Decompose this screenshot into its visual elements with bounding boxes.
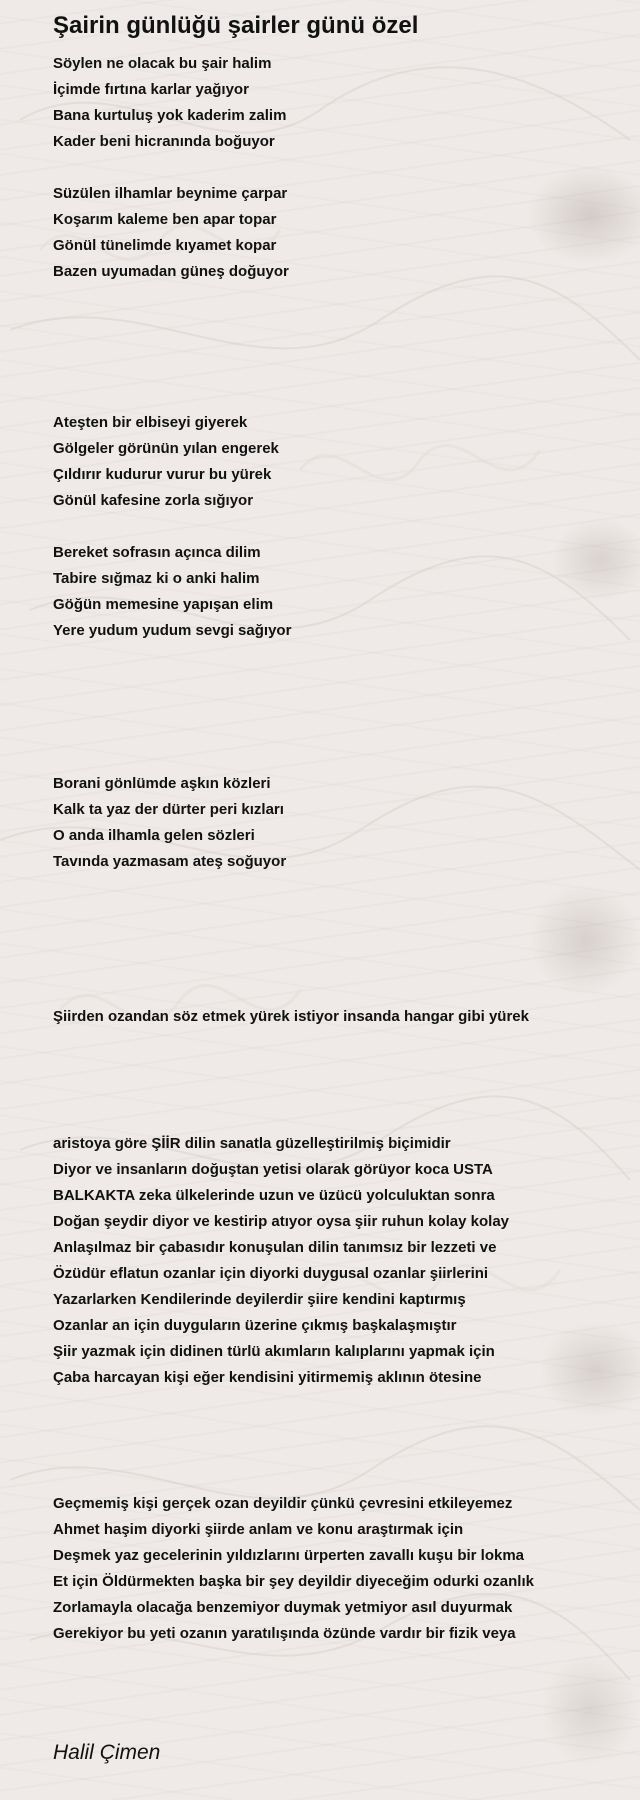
poem-line: Anlaşılmaz bir çabasıdır konuşulan dilin tanımsız bir lezzeti ve [53, 1239, 497, 1256]
poem-line: İçimde fırtına karlar yağıyor [53, 81, 249, 98]
poem-line: Et için Öldürmekten başka bir şey deyildir diyeceğim odurki ozanlık [53, 1573, 534, 1590]
poem-line: Şiir yazmak için didinen türlü akımların kalıplarını yapmak için [53, 1343, 495, 1360]
poem-line: Zorlamayla olacağa benzemiyor duymak yetmiyor asıl duyurmak [53, 1599, 513, 1616]
poem-line: Gölgeler görünün yılan engerek [53, 440, 279, 457]
poem-line: Ateşten bir elbiseyi giyerek [53, 414, 248, 431]
poem-line: Çıldırır kudurur vurur bu yürek [53, 466, 272, 483]
poem-line: Kader beni hicranında boğuyor [53, 133, 275, 150]
poem-line: Bazen uyumadan güneş doğuyor [53, 263, 289, 280]
poem-line: Tabire sığmaz ki o anki halim [53, 570, 260, 587]
poem-line: Geçmemiş kişi gerçek ozan deyildir çünkü çevresini etkileyemez [53, 1495, 513, 1512]
author-name: Halil Çimen [53, 1741, 161, 1764]
poem-line: Çaba harcayan kişi eğer kendisini yitirmemiş aklının ötesine [53, 1369, 482, 1386]
poem-line: aristoya göre ŞİİR dilin sanatla güzelleştirilmiş biçimidir [53, 1135, 451, 1152]
poem-line: Gönül tünelimde kıyamet kopar [53, 237, 277, 254]
poem-line: Kalk ta yaz der dürter peri kızları [53, 801, 284, 818]
poem-line: Deşmek yaz gecelerinin yıldızlarını ürperten zavallı kuşu bir lokma [53, 1547, 525, 1564]
poem-line: Şiirden ozandan söz etmek yürek istiyor insanda hangar gibi yürek [53, 1008, 529, 1025]
poem-line: Özüdür eflatun ozanlar için diyorki duygusal ozanlar şiirlerini [53, 1265, 489, 1282]
poem-line: Gerekiyor bu yeti ozanın yaratılışında özünde vardır bir fizik veya [53, 1625, 516, 1642]
poem-line: Yazarlarken Kendilerinde deyilerdir şiire kendini kaptırmış [53, 1291, 466, 1308]
poem-line: BALKAKTA zeka ülkelerinde uzun ve üzücü yolculuktan sonra [53, 1187, 495, 1204]
poem-line: Bereket sofrasın açınca dilim [53, 544, 261, 561]
poem-line: Söylen ne olacak bu şair halim [53, 55, 272, 72]
poem-line: Süzülen ilhamlar beynime çarpar [53, 185, 288, 202]
poem-line: O anda ilhamla gelen sözleri [53, 827, 255, 844]
poem-line: Tavında yazmasam ateş soğuyor [53, 853, 287, 870]
poem-line: Ozanlar an için duyguların üzerine çıkmış başkalaşmıştır [53, 1317, 457, 1334]
poem-line: Borani gönlümde aşkın közleri [53, 775, 271, 792]
poem-line: Bana kurtuluş yok kaderim zalim [53, 107, 287, 124]
poem-line: Göğün memesine yapışan elim [53, 596, 274, 613]
poem-line: Koşarım kaleme ben apar topar [53, 211, 277, 228]
poem-line: Doğan şeydir diyor ve kestirip atıyor oysa şiir ruhun kolay kolay [53, 1213, 509, 1230]
poem-title: Şairin günlüğü şairler günü özel [53, 12, 419, 39]
poem-line: Ahmet haşim diyorki şiirde anlam ve konu araştırmak için [53, 1521, 464, 1538]
poem-line: Diyor ve insanların doğuştan yetisi olarak görüyor koca USTA [53, 1161, 493, 1178]
poem-line: Gönül kafesine zorla sığıyor [53, 492, 254, 509]
poem-line: Yere yudum yudum sevgi sağıyor [53, 622, 292, 639]
